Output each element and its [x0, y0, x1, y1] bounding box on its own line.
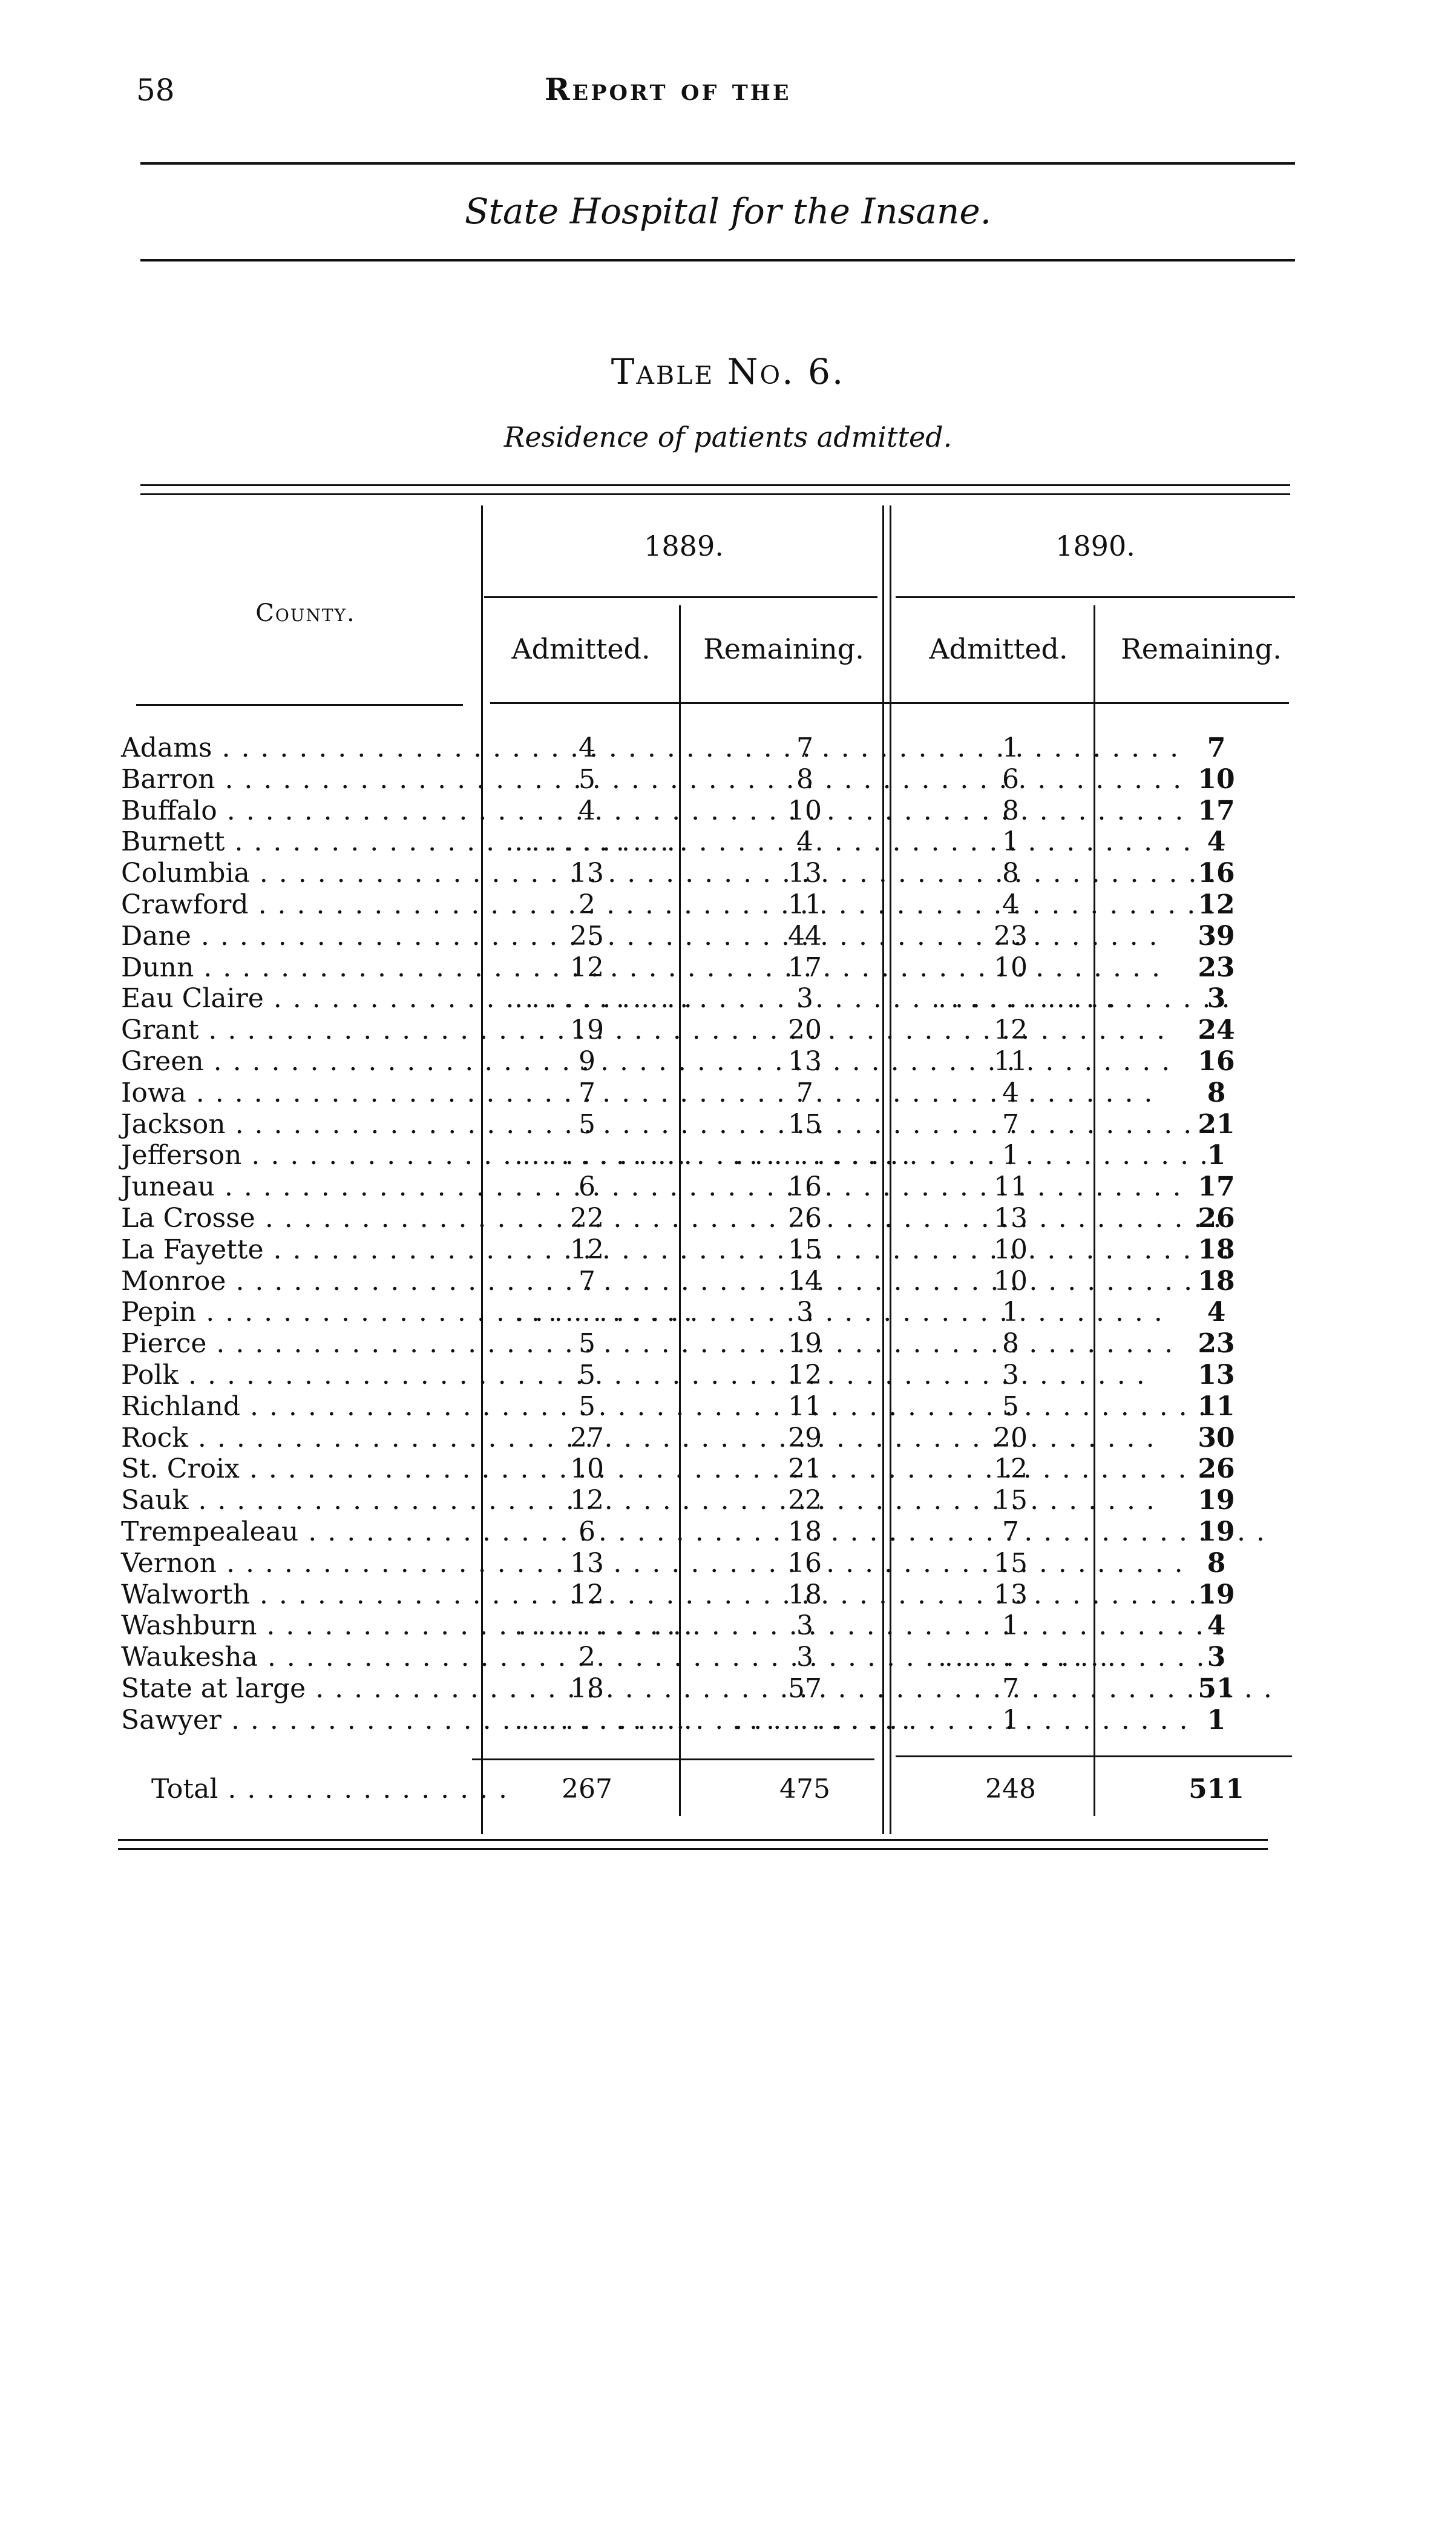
remaining-1890-header: Remaining.	[1121, 633, 1282, 665]
section-subtitle: State Hospital for the Insane.	[464, 191, 992, 232]
remaining-1890-cell: 10	[1198, 763, 1235, 795]
admitted-1889-cell: 4	[579, 732, 595, 763]
admitted-1890-cell: 13	[994, 1579, 1028, 1610]
admitted-1890-cell: 15	[994, 1547, 1028, 1579]
admitted-1889-cell: . . . . . . . . . . .	[514, 983, 692, 1015]
admitted-1889-cell: 25	[570, 920, 604, 952]
remaining-1890-cell: 19	[1198, 1516, 1235, 1547]
county-name: Rock . . .	[121, 1423, 471, 1454]
admitted-1889-cell: 27	[570, 1422, 604, 1453]
county-name: Waukesha . . .	[121, 1642, 471, 1673]
total-remaining-1889: 475	[779, 1774, 830, 1804]
admitted-1890-cell: 4	[1002, 1077, 1019, 1108]
county-name: Dunn . . .	[121, 952, 471, 984]
remaining-1890-cell: 4	[1207, 826, 1226, 858]
admitted-1889-cell: 12	[570, 1579, 604, 1610]
remaining-1890-cell: 51	[1198, 1673, 1235, 1704]
table-row	[0, 1140, 1456, 1171]
admitted-1889-cell: 7	[579, 1265, 595, 1297]
admitted-1889-header: Admitted.	[511, 633, 651, 665]
total-label: Total . . .	[151, 1774, 508, 1804]
county-name: Sauk . . .	[121, 1485, 471, 1516]
table-top-rule-2	[140, 493, 1290, 495]
table-row	[0, 795, 1456, 827]
admitted-1889-cell: 12	[570, 1485, 604, 1516]
remaining-1889-cell: 13	[788, 1045, 822, 1077]
remaining-1890-cell: 30	[1198, 1422, 1235, 1453]
county-name: Adams . . .	[121, 732, 471, 764]
admitted-1889-cell: 5	[579, 763, 595, 795]
remaining-1890-cell: 18	[1198, 1234, 1235, 1265]
admitted-1889-cell: 6	[579, 1171, 595, 1203]
table-row	[0, 1234, 1456, 1266]
table-row	[0, 1266, 1456, 1297]
remaining-1889-cell: . . . . . . . . . . .	[732, 1140, 910, 1171]
admitted-1889-cell: . . . . . . . . . . .	[514, 1704, 692, 1735]
table-row	[0, 764, 1456, 795]
admitted-1889-cell: 5	[579, 1108, 595, 1140]
remaining-1889-cell: 29	[788, 1422, 822, 1453]
table-row	[0, 1610, 1456, 1642]
remaining-1889-cell: 7	[796, 732, 813, 763]
table-row	[0, 1109, 1456, 1140]
remaining-1889-cell: 3	[796, 983, 813, 1015]
admitted-1889-cell: 5	[579, 1390, 595, 1422]
admitted-1890-cell: 3	[1002, 1359, 1019, 1390]
table-row	[0, 1391, 1456, 1423]
table-row	[0, 1015, 1456, 1046]
county-name: Washburn . . .	[121, 1610, 471, 1642]
admitted-1890-cell: 4	[1002, 889, 1019, 920]
admitted-1889-cell: 10	[570, 1453, 604, 1485]
remaining-1890-cell: 1	[1207, 1704, 1226, 1735]
remaining-1890-cell: 11	[1198, 1390, 1235, 1422]
remaining-1889-cell: 14	[788, 1265, 822, 1297]
table-row	[0, 1328, 1456, 1360]
admitted-1890-header: Admitted.	[929, 633, 1068, 665]
table-row	[0, 1673, 1456, 1705]
remaining-1889-cell: 13	[788, 858, 822, 889]
admitted-1890-cell: 1	[1002, 1610, 1019, 1642]
table-row	[0, 1297, 1456, 1328]
remaining-1889-cell: 7	[796, 1077, 813, 1108]
total-admitted-1890: 248	[985, 1774, 1036, 1804]
table-row	[0, 921, 1456, 952]
admitted-1889-cell: . . . . . . . . . . .	[514, 1297, 692, 1328]
admitted-1890-cell: 1	[1002, 826, 1019, 858]
admitted-1889-cell: 12	[570, 1234, 604, 1265]
admitted-1890-cell: 7	[1002, 1108, 1019, 1140]
admitted-1889-cell: 19	[570, 1015, 604, 1046]
table-row	[0, 1077, 1456, 1109]
remaining-1890-cell: 24	[1198, 1015, 1235, 1046]
remaining-1889-cell: 11	[788, 1390, 822, 1422]
admitted-1890-cell: 8	[1002, 858, 1019, 889]
table-caption: Residence of patients admitted.	[503, 421, 953, 453]
table-row	[0, 1423, 1456, 1454]
remaining-1889-cell: 10	[788, 795, 822, 826]
remaining-1890-cell: 19	[1198, 1579, 1235, 1610]
admitted-1890-cell: 10	[994, 1234, 1028, 1265]
table-title: Table No. 6.	[611, 351, 845, 392]
admitted-1890-cell: 23	[994, 920, 1028, 952]
table-row	[0, 1203, 1456, 1234]
admitted-1890-cell: 11	[994, 1171, 1028, 1203]
remaining-1889-cell: 15	[788, 1234, 822, 1265]
remaining-1890-cell: 8	[1207, 1547, 1226, 1579]
county-name: Juneau . . .	[121, 1171, 471, 1203]
admitted-1889-cell: 2	[579, 1642, 595, 1673]
county-name: Columbia . . .	[121, 858, 471, 889]
table-row	[0, 889, 1456, 921]
table-row	[0, 1516, 1456, 1548]
page-number: 58	[136, 73, 175, 108]
remaining-1890-cell: 16	[1198, 1045, 1235, 1077]
county-name: Grant . . .	[121, 1015, 471, 1046]
table-row	[0, 952, 1456, 984]
county-name: Green . . .	[121, 1046, 471, 1077]
remaining-1890-cell: 19	[1198, 1485, 1235, 1516]
top-rule	[140, 162, 1295, 165]
county-name: La Crosse . . .	[121, 1203, 471, 1234]
remaining-1889-cell: 3	[796, 1610, 813, 1642]
table-row	[0, 983, 1456, 1015]
table-top-rule-1	[140, 484, 1290, 486]
county-name: Buffalo . . .	[121, 795, 471, 827]
county-name: State at large . . .	[121, 1673, 471, 1705]
county-name: Jefferson . . .	[121, 1140, 471, 1171]
admitted-1890-cell: 1	[1002, 732, 1019, 763]
remaining-1889-cell: 16	[788, 1547, 822, 1579]
admitted-1889-cell: 5	[579, 1328, 595, 1360]
county-name: St. Croix . . .	[121, 1453, 471, 1485]
admitted-1890-cell: 1	[1002, 1140, 1019, 1171]
admitted-1890-cell: 20	[994, 1422, 1028, 1453]
admitted-1890-cell: 5	[1002, 1390, 1019, 1422]
table-row	[0, 1360, 1456, 1391]
remaining-1890-cell: 13	[1198, 1359, 1235, 1390]
county-name: Polk . . .	[121, 1360, 471, 1391]
table-row	[0, 1579, 1456, 1611]
county-name: Richland . . .	[121, 1391, 471, 1423]
county-name: Sawyer . . .	[121, 1705, 471, 1736]
remaining-1890-cell: 17	[1198, 795, 1235, 826]
remaining-1890-cell: 23	[1198, 952, 1235, 983]
remaining-1890-cell: 26	[1198, 1453, 1235, 1485]
admitted-1889-cell: 7	[579, 1077, 595, 1108]
county-column-header: County.	[255, 599, 356, 627]
table-bottom-rule-1	[118, 1839, 1268, 1841]
remaining-1890-cell: 39	[1198, 920, 1235, 952]
remaining-1889-cell: 15	[788, 1108, 822, 1140]
remaining-1889-header: Remaining.	[703, 633, 864, 665]
county-name: Trempealeau . . .	[121, 1516, 471, 1548]
admitted-1889-cell: . . . . . . . . . . .	[514, 1610, 692, 1642]
admitted-1890-cell: 10	[994, 1265, 1028, 1297]
admitted-1889-cell: 22	[570, 1202, 604, 1234]
admitted-1889-cell: 9	[579, 1045, 595, 1077]
remaining-1889-cell: 57	[788, 1673, 822, 1704]
admitted-1889-cell: 2	[579, 889, 595, 920]
table-row	[0, 1171, 1456, 1203]
remaining-1890-cell: 12	[1198, 889, 1235, 920]
remaining-1889-cell: 4	[796, 826, 813, 858]
admitted-1889-cell: . . . . . . . . . . .	[514, 1140, 692, 1171]
county-name: Vernon . . .	[121, 1548, 471, 1579]
admitted-1889-cell: 6	[579, 1516, 595, 1547]
admitted-1890-cell: 8	[1002, 1328, 1019, 1360]
table-row	[0, 1485, 1456, 1516]
admitted-1889-cell: 5	[579, 1359, 595, 1390]
year-1890-rule	[896, 596, 1295, 598]
admitted-1890-cell: 11	[994, 1045, 1028, 1077]
remaining-1890-cell: 3	[1207, 983, 1226, 1015]
remaining-1890-cell: 1	[1207, 1140, 1226, 1171]
running-head: Report of the	[545, 71, 792, 107]
remaining-1889-cell: 20	[788, 1015, 822, 1046]
admitted-1889-cell: 13	[570, 1547, 604, 1579]
remaining-1889-cell: 16	[788, 1171, 822, 1203]
admitted-1890-cell: 12	[994, 1453, 1028, 1485]
total-rule-1889	[472, 1758, 874, 1760]
county-name: Jackson . . .	[121, 1109, 471, 1140]
admitted-1890-cell: 10	[994, 952, 1028, 983]
remaining-1890-cell: 3	[1207, 1642, 1226, 1673]
admitted-1889-cell: 13	[570, 858, 604, 889]
admitted-1890-cell: 6	[1002, 763, 1019, 795]
county-name: Pepin . . .	[121, 1297, 471, 1328]
remaining-1889-cell: 44	[788, 920, 822, 952]
remaining-1889-cell: 26	[788, 1202, 822, 1234]
year-1889-header: 1889.	[644, 530, 724, 562]
remaining-1890-cell: 8	[1207, 1077, 1226, 1108]
year-1890-header: 1890.	[1055, 530, 1135, 562]
remaining-1890-cell: 4	[1207, 1297, 1226, 1328]
admitted-1890-cell: 7	[1002, 1673, 1019, 1704]
table-row	[0, 1642, 1456, 1673]
remaining-1889-cell: 18	[788, 1516, 822, 1547]
admitted-1890-cell: 1	[1002, 1704, 1019, 1735]
remaining-1889-cell: 3	[796, 1642, 813, 1673]
county-name: Dane . . .	[121, 921, 471, 952]
county-name: La Fayette . . .	[121, 1234, 471, 1266]
admitted-1890-cell: . . . . . . . . . . .	[938, 983, 1116, 1015]
remaining-1889-cell: 11	[788, 889, 822, 920]
remaining-1890-cell: 21	[1198, 1108, 1235, 1140]
remaining-1890-cell: 18	[1198, 1265, 1235, 1297]
county-name: Monroe . . .	[121, 1266, 471, 1297]
remaining-1889-cell: 22	[788, 1485, 822, 1516]
remaining-1889-cell: . . . . . . . . . . .	[732, 1704, 910, 1735]
county-name: Eau Claire . . .	[121, 983, 471, 1015]
remaining-1890-cell: 26	[1198, 1202, 1235, 1234]
remaining-1889-cell: 3	[796, 1297, 813, 1328]
admitted-1890-cell: 13	[994, 1202, 1028, 1234]
county-name: Iowa . . .	[121, 1077, 471, 1109]
county-name: Crawford . . .	[121, 889, 471, 921]
table-row	[0, 1046, 1456, 1077]
admitted-1890-cell: 15	[994, 1485, 1028, 1516]
total-remaining-1890: 511	[1189, 1774, 1244, 1804]
county-name: Burnett . . .	[121, 826, 471, 858]
county-name: Barron . . .	[121, 764, 471, 795]
remaining-1889-cell: 19	[788, 1328, 822, 1360]
total-rule-1890	[896, 1755, 1292, 1757]
year-1889-rule	[484, 596, 877, 598]
table-row	[0, 1705, 1456, 1736]
remaining-1889-cell: 18	[788, 1579, 822, 1610]
remaining-1890-cell: 23	[1198, 1328, 1235, 1360]
table-body	[0, 732, 1456, 1736]
county-name: Walworth . . .	[121, 1579, 471, 1611]
admitted-1889-cell: . . . . . . . . . .	[514, 826, 675, 858]
remaining-1889-cell: 17	[788, 952, 822, 983]
admitted-1890-cell: . . . . . . . . . . .	[938, 1642, 1116, 1673]
table-row	[0, 732, 1456, 764]
remaining-1889-cell: 8	[796, 763, 813, 795]
county-name: Pierce . . .	[121, 1328, 471, 1360]
admitted-1889-cell: 12	[570, 952, 604, 983]
remaining-1889-cell: 21	[788, 1453, 822, 1485]
admitted-1890-cell: 12	[994, 1015, 1028, 1046]
table-row	[0, 1548, 1456, 1579]
remaining-1890-cell: 17	[1198, 1171, 1235, 1203]
remaining-1890-cell: 7	[1207, 732, 1226, 763]
admitted-1889-cell: 18	[570, 1673, 604, 1704]
subtitle-rule	[140, 259, 1295, 262]
table-row	[0, 1453, 1456, 1485]
total-admitted-1889: 267	[562, 1774, 612, 1804]
remaining-1890-cell: 16	[1198, 858, 1235, 889]
table-bottom-rule-2	[118, 1848, 1268, 1850]
admitted-1890-cell: 1	[1002, 1297, 1019, 1328]
remaining-1889-cell: 12	[788, 1359, 822, 1390]
county-header-rule	[136, 704, 463, 706]
table-row	[0, 826, 1456, 858]
table-row	[0, 858, 1456, 889]
remaining-1890-cell: 4	[1207, 1610, 1226, 1642]
admitted-1890-cell: 7	[1002, 1516, 1019, 1547]
admitted-1889-cell: 4	[579, 795, 595, 826]
admitted-1890-cell: 8	[1002, 795, 1019, 826]
